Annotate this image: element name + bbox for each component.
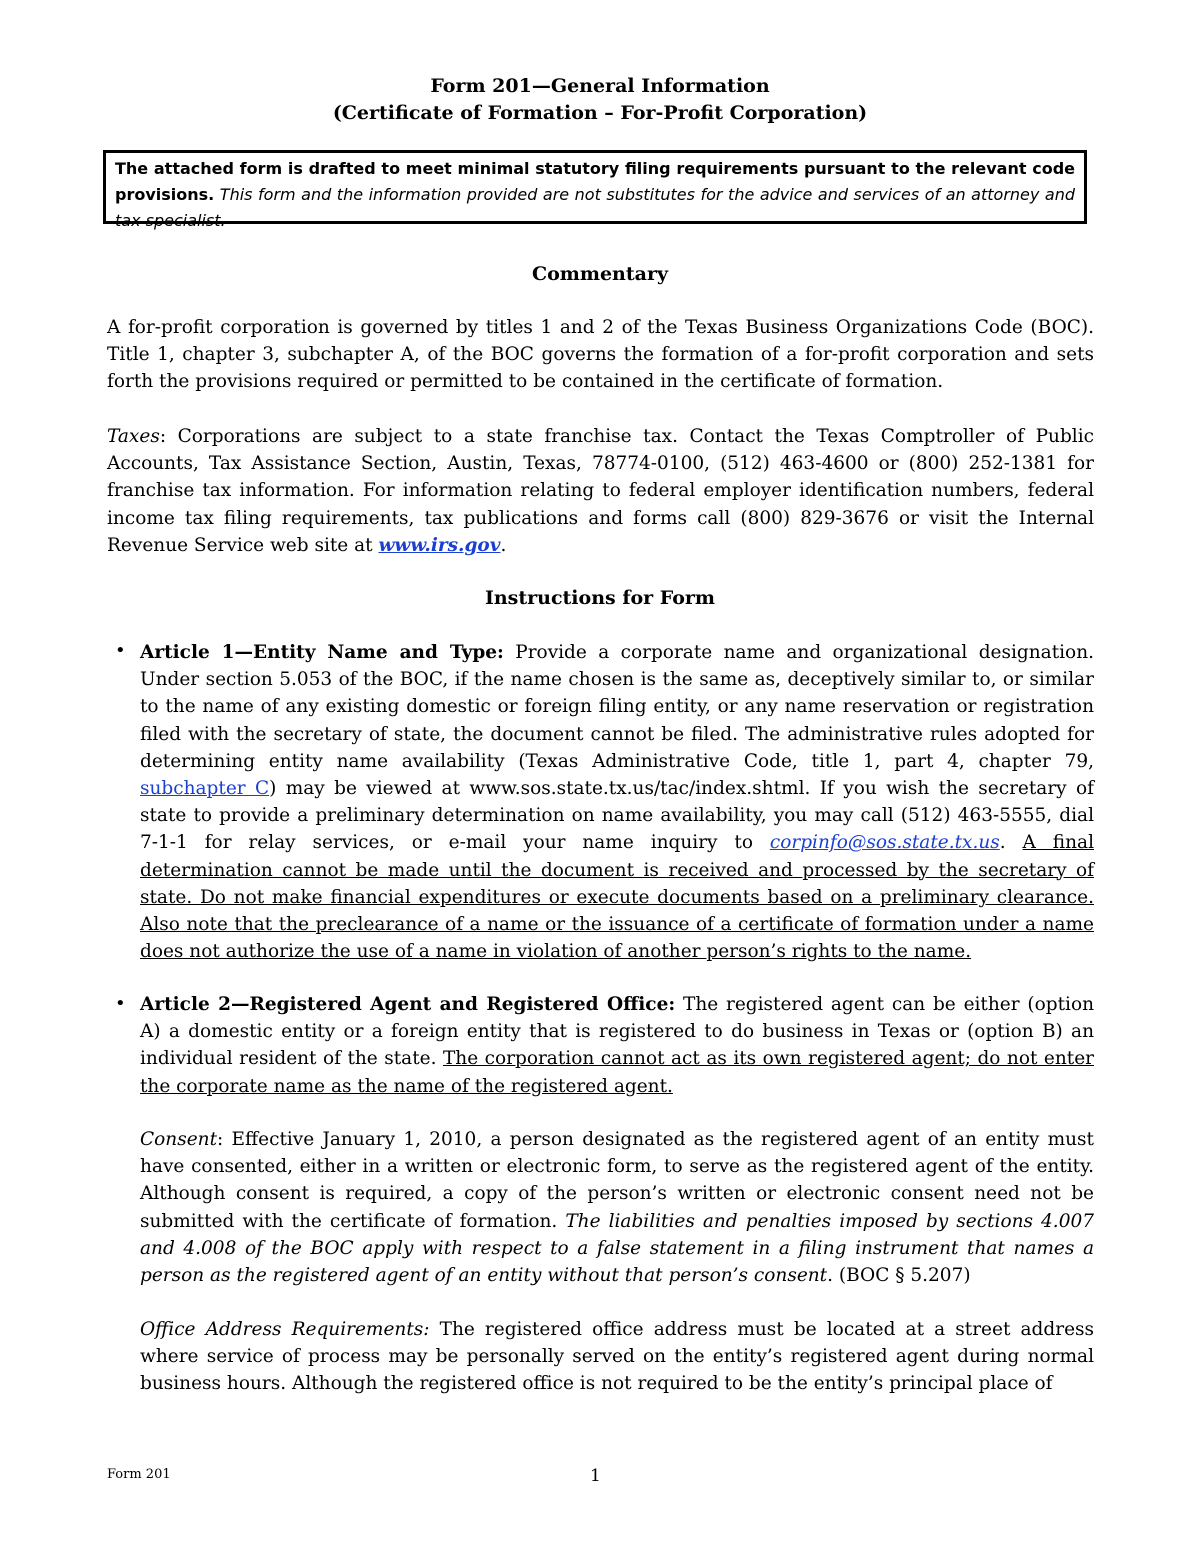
article-1-underlined: A final determination cannot be made until the document is received and processed by the secretary of state. Do not make financial expenditures or execute documents based on a preliminary clearance. Also note that the preclearance of a name or the issuance of a certificate of formation under a name does not authorize the use of a name in violation of another person’s rights to the name. bbox=[140, 832, 1095, 963]
bullet-article-2: • bbox=[115, 993, 126, 1014]
article-1-text-c: . bbox=[999, 832, 1023, 854]
consent-paragraph bbox=[140, 1126, 1094, 1289]
article-1-text-a: Provide a corporate name and organizational designation. Under section 5.053 of the BOC, if the name chosen is the same as, deceptively similar to, or similar to the name of any existing domestic or foreign filing entity, or any name reservation or registration filed with the secretary of state, the document cannot be filed. The administrative rules adopted for determining entity name availability (Texas Administrative Code, title 1, part 4, chapter 79, bbox=[140, 642, 1094, 772]
commentary-heading: Commentary bbox=[531, 263, 669, 285]
article-2-underlined: The corporation cannot act as its own registered agent; do not enter the corporate name as the name of the registered agent. bbox=[140, 1048, 1094, 1097]
office-address-paragraph bbox=[140, 1316, 1094, 1398]
disclaimer-italic: This form and the information provided are not substitutes for the advice and services of an attorney and tax specialist. bbox=[115, 185, 1075, 230]
consent-label: Consent bbox=[140, 1129, 217, 1150]
article-2-item bbox=[140, 991, 1094, 1100]
taxes-label: Taxes bbox=[107, 426, 160, 447]
article-2-text: The registered agent can be either (option A) a domestic entity or a foreign entity that is registered to do business in Texas or (option B) an individual resident of the state. bbox=[140, 994, 1094, 1070]
commentary-paragraph: A for-profit corporation is governed by titles 1 and 2 of the Texas Business Organizations Code (BOC). Title 1, chapter 3, subchapter A, of the BOC governs the formation of a for-profit corporation and sets forth the provisions required or permitted to be contained in the certificate of formation. bbox=[107, 317, 1094, 393]
page-number: 1 bbox=[590, 1466, 601, 1486]
taxes-end: . bbox=[500, 534, 507, 556]
office-text: The registered office address must be located at a street address where service of process may be personally served on the entity’s registered agent during normal business hours. Although the registered office is not required to be the entity’s principal place of bbox=[140, 1319, 1095, 1395]
consent-italic: The liabilities and penalties imposed by sections 4.007 and 4.008 of the BOC apply with respect to a false statement in a filing instrument that names a person as the registered agent of an entity without that person’s consent bbox=[140, 1210, 1095, 1287]
disclaimer-box bbox=[103, 150, 1087, 230]
bullet-article-1: • bbox=[115, 640, 126, 661]
taxes-text: : Corporations are subject to a state franchise tax. Contact the Texas Comptroller of Public Accounts, Tax Assistance Section, Austin, Texas, 78774-0100, (512) 463-4600 or (800) 252-1381 for franchise tax information. For information relating to federal employer identification numbers, federal income tax filing requirements, tax publications and forms call (800) 829-3676 or visit the Internal Revenue Service web site at bbox=[107, 426, 1094, 556]
article-2-label: Article 2—Registered Agent and Registered Office: bbox=[140, 994, 676, 1015]
corpinfo-email-link[interactable]: corpinfo@sos.state.tx.us bbox=[769, 832, 1000, 854]
instructions-heading: Instructions for Form bbox=[484, 587, 716, 609]
consent-text: : Effective January 1, 2010, a person designated as the registered agent of an entity must have consented, either in a written or electronic form, to serve as the registered agent of the entity. Although consent is required, a copy of the person’s written or electronic consent need not be submitted with the certificate of formation. bbox=[140, 1129, 1094, 1232]
disclaimer-bold: The attached form is drafted to meet minimal statutory filing requirements pursuant to the relevant code provisions. bbox=[115, 159, 1075, 204]
page-subtitle: (Certificate of Formation – For-Profit Corporation) bbox=[332, 102, 868, 124]
article-1-item bbox=[140, 639, 1094, 965]
footer-form-label: Form 201 bbox=[107, 1467, 171, 1482]
consent-end: . (BOC § 5.207) bbox=[827, 1265, 971, 1287]
office-label: Office Address Requirements: bbox=[140, 1319, 430, 1340]
subchapter-c-link[interactable]: subchapter C bbox=[140, 778, 270, 800]
article-1-label: Article 1—Entity Name and Type: bbox=[140, 642, 504, 663]
taxes-paragraph bbox=[107, 423, 1094, 559]
page-title: Form 201—General Information bbox=[430, 75, 770, 97]
article-1-text-b: ) may be viewed at www.sos.state.tx.us/tac/index.shtml. If you wish the secretary of state to provide a preliminary determination on name availability, you may call (512) 463-5555, dial 7-1-1 for relay services, or e-mail your name inquiry to bbox=[140, 778, 1094, 854]
irs-link[interactable]: www.irs.gov bbox=[378, 534, 501, 556]
